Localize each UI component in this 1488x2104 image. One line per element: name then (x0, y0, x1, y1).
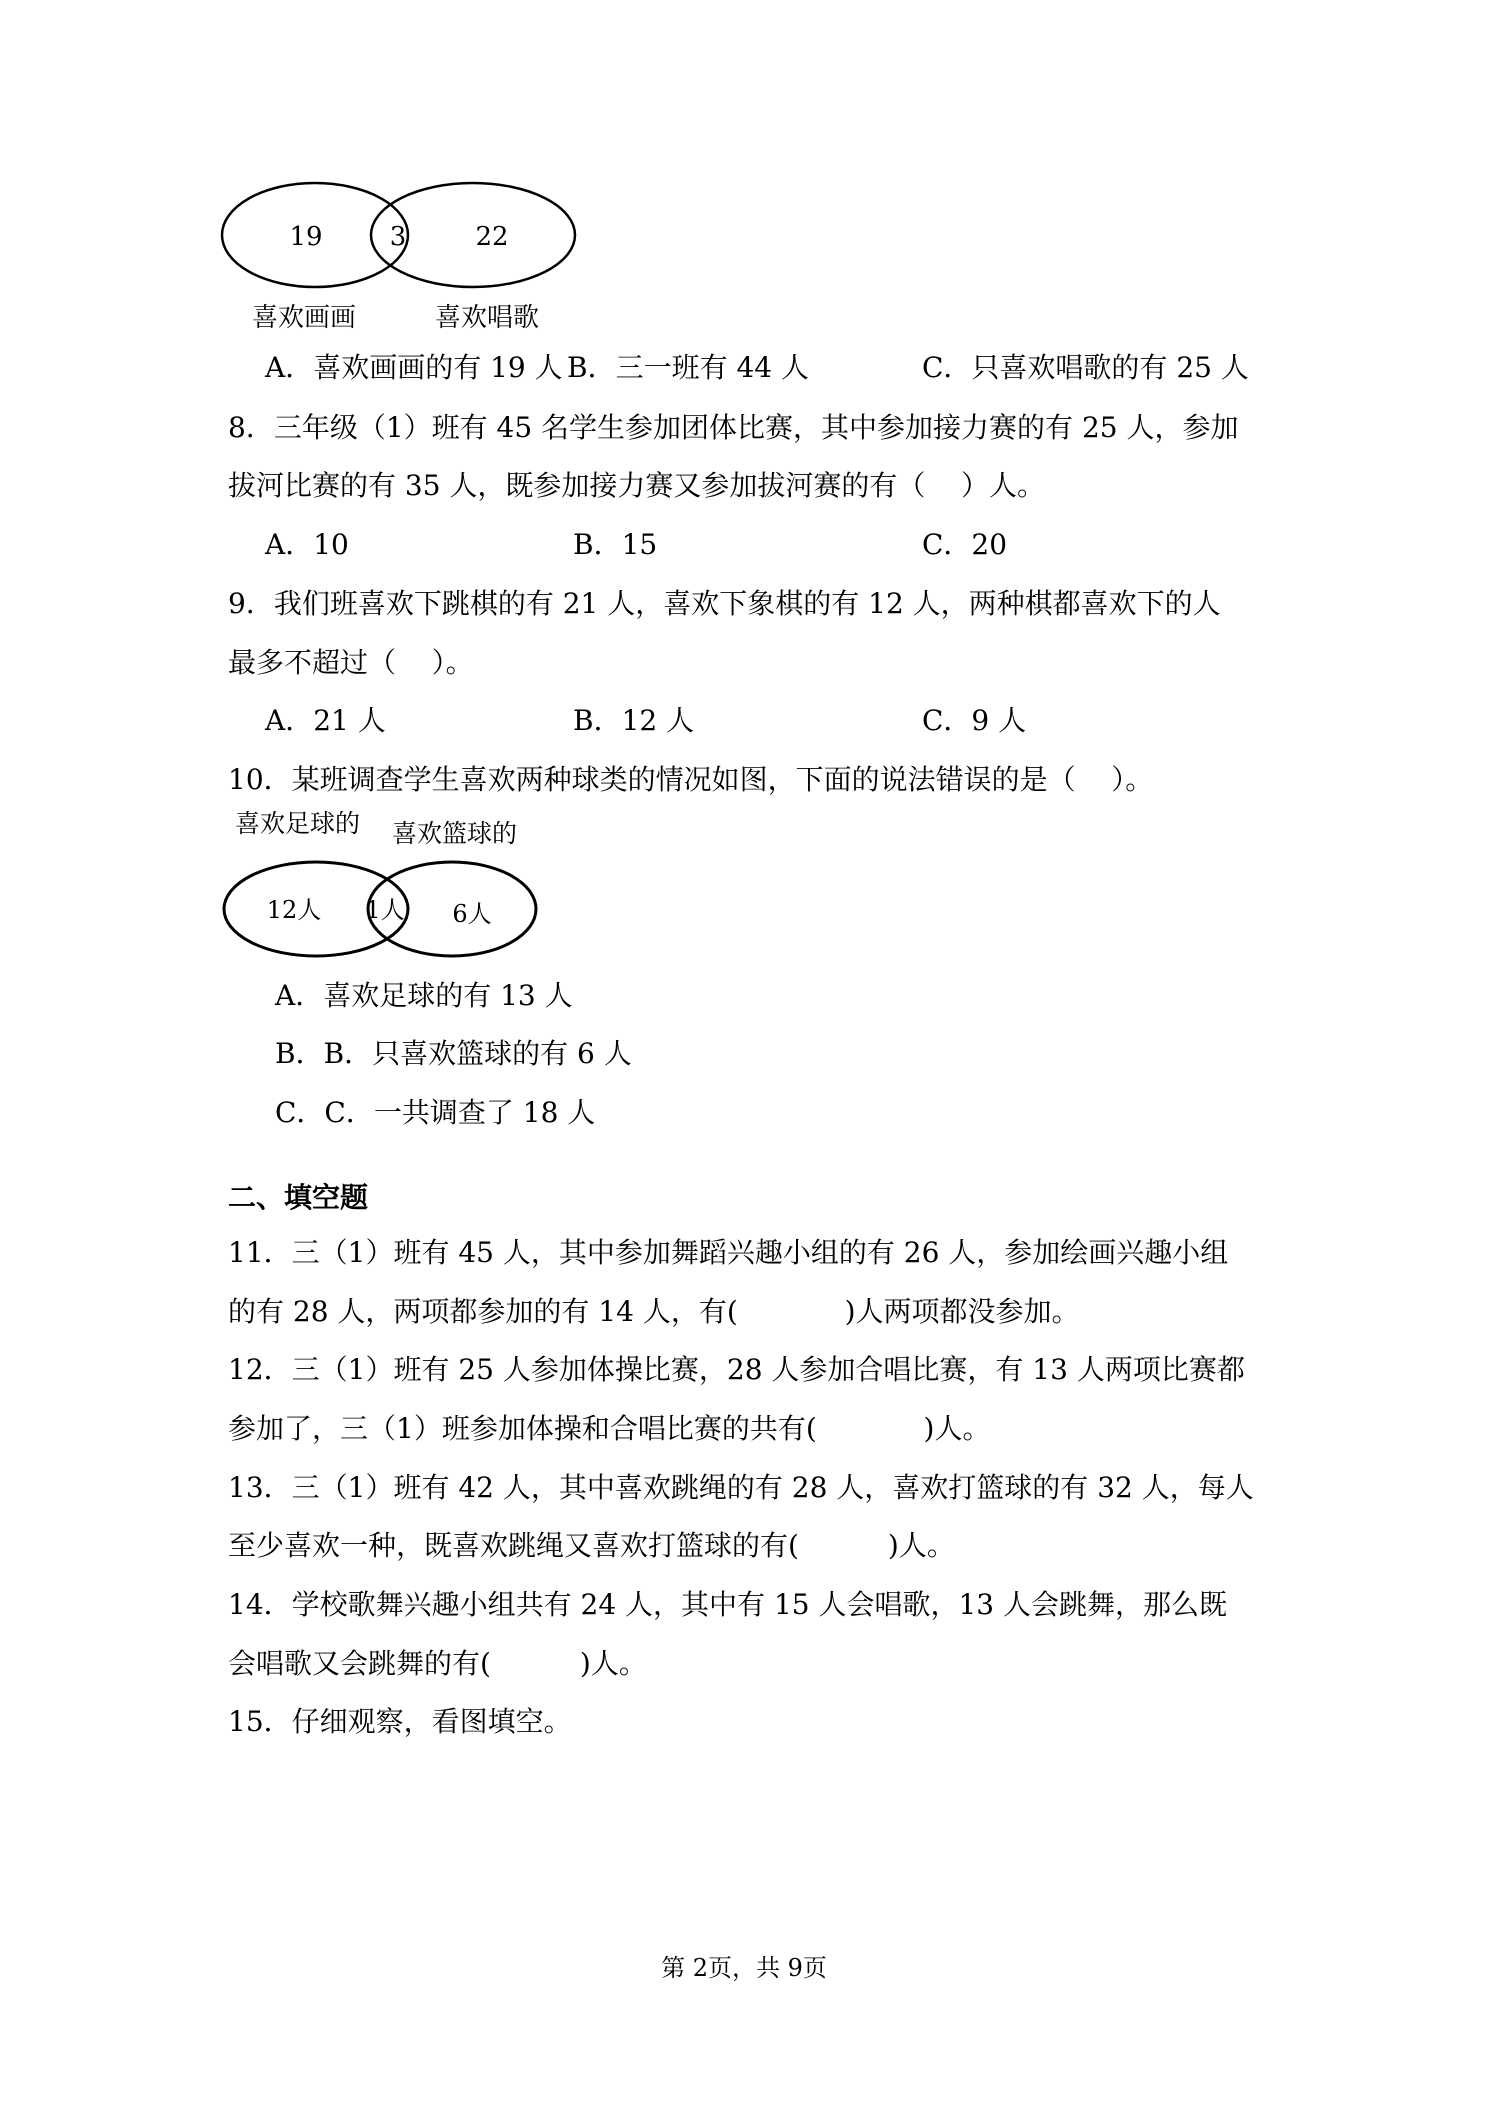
q7-option-c: C．只喜欢唱歌的有 25 人 (922, 351, 1249, 384)
q12-text-line2: 参加了，三（1）班参加体操和合唱比赛的共有( )人。 (228, 1412, 991, 1445)
q9-text-line2: 最多不超过（ ）。 (228, 646, 474, 679)
venn-label-painting: 喜欢画画 (252, 303, 357, 333)
venn2-right-value: 6人 (452, 900, 492, 928)
q13-text-line1: 13．三（1）班有 42 人，其中喜欢跳绳的有 28 人，喜欢打篮球的有 32 人，每人 (228, 1471, 1254, 1504)
venn2-center-value: 1人 (365, 896, 405, 924)
q10-option-c: C．C．一共调查了 18 人 (275, 1096, 596, 1129)
q15-text-line1: 15．仔细观察，看图填空。 (228, 1705, 572, 1738)
venn-center-value: 3 (389, 222, 407, 252)
q14-text-line1: 14．学校歌舞兴趣小组共有 24 人，其中有 15 人会唱歌，13 人会跳舞，那么既 (228, 1588, 1228, 1621)
q10-option-b: B．B．只喜欢篮球的有 6 人 (275, 1037, 632, 1070)
q8-text-line1: 8．三年级（1）班有 45 名学生参加团体比赛，其中参加接力赛的有 25 人，参加 (228, 411, 1239, 444)
q7-option-b: B．三一班有 44 人 (567, 351, 810, 384)
q9-option-a: A．21 人 (265, 704, 386, 737)
q12-text-line1: 12．三（1）班有 25 人参加体操比赛，28 人参加合唱比赛，有 13 人两项比赛都 (228, 1353, 1245, 1386)
q9-option-b: B．12 人 (573, 704, 695, 737)
q14-text-line2: 会唱歌又会跳舞的有( )人。 (228, 1647, 647, 1680)
q10-text-line1: 10．某班调查学生喜欢两种球类的情况如图，下面的说法错误的是（ ）。 (228, 763, 1154, 796)
q8-text-line2: 拔河比赛的有 35 人，既参加接力赛又参加拔河赛的有（ ）人。 (228, 469, 1046, 502)
venn2-left-value: 12人 (266, 896, 322, 924)
q8-option-b: B．15 (573, 528, 658, 561)
q11-text-line2: 的有 28 人，两项都参加的有 14 人，有( )人两项都没参加。 (228, 1295, 1080, 1328)
page-number-footer: 第 2页，共 9页 (661, 1954, 827, 1982)
venn-label-basketball: 喜欢篮球的 (392, 819, 518, 848)
venn-label-singing: 喜欢唱歌 (435, 303, 540, 333)
venn-diagram-football-basketball (222, 858, 542, 968)
q9-text-line1: 9．我们班喜欢下跳棋的有 21 人，喜欢下象棋的有 12 人，两种棋都喜欢下的人 (228, 587, 1221, 620)
q8-option-a: A．10 (265, 528, 349, 561)
q7-option-a: A．喜欢画画的有 19 人 (265, 351, 563, 384)
q8-option-c: C．20 (922, 528, 1008, 561)
venn-diagram-painting-singing (220, 180, 590, 300)
section-title-fill-in: 二、填空题 (228, 1181, 369, 1214)
venn-right-value: 22 (475, 222, 509, 252)
venn-label-football: 喜欢足球的 (235, 809, 361, 838)
q9-option-c: C．9 人 (922, 704, 1027, 737)
q11-text-line1: 11．三（1）班有 45 人，其中参加舞蹈兴趣小组的有 26 人，参加绘画兴趣小组 (228, 1236, 1229, 1269)
venn-left-value: 19 (289, 222, 323, 252)
q13-text-line2: 至少喜欢一种，既喜欢跳绳又喜欢打篮球的有( )人。 (228, 1529, 955, 1562)
q10-option-a: A．喜欢足球的有 13 人 (275, 979, 573, 1012)
